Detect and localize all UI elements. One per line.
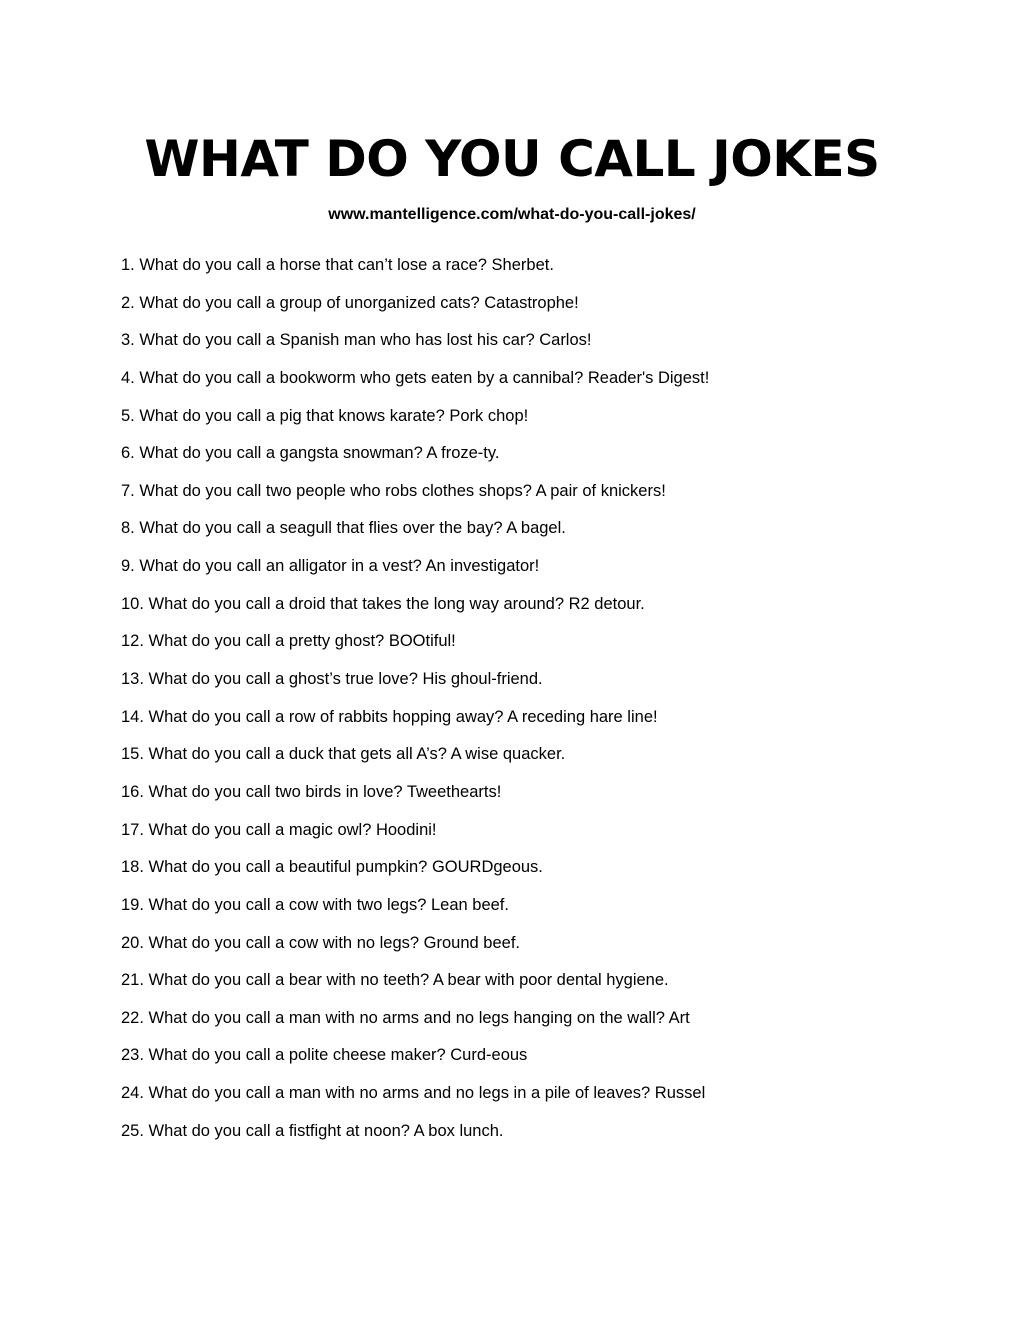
joke-item: 23. What do you call a polite cheese maker? Curd-eous bbox=[121, 1046, 528, 1065]
joke-item: 10. What do you call a droid that takes the long way around? R2 detour. bbox=[121, 594, 645, 613]
joke-item: 6. What do you call a gangsta snowman? A froze-ty. bbox=[121, 444, 500, 463]
joke-item: 4. What do you call a bookworm who gets eaten by a cannibal? Reader's Digest! bbox=[121, 368, 710, 387]
joke-item: 25. What do you call a fistfight at noon? A box lunch. bbox=[121, 1121, 504, 1140]
joke-item: 21. What do you call a bear with no teeth? A bear with poor dental hygiene. bbox=[121, 971, 669, 990]
joke-item: 15. What do you call a duck that gets all A’s? A wise quacker. bbox=[121, 745, 566, 764]
joke-item: 3. What do you call a Spanish man who has lost his car? Carlos! bbox=[121, 331, 592, 350]
joke-item: 2. What do you call a group of unorganized cats? Catastrophe! bbox=[121, 293, 579, 312]
joke-item: 9. What do you call an alligator in a vest? An investigator! bbox=[121, 557, 540, 576]
joke-item: 5. What do you call a pig that knows karate? Pork chop! bbox=[121, 406, 529, 425]
joke-item: 12. What do you call a pretty ghost? BOOtiful! bbox=[121, 632, 456, 651]
source-url: www.mantelligence.com/what-do-you-call-jokes/ bbox=[328, 206, 696, 223]
joke-item: 20. What do you call a cow with no legs? Ground beef. bbox=[121, 933, 520, 952]
joke-item: 17. What do you call a magic owl? Hoodini! bbox=[121, 820, 437, 839]
joke-item: 14. What do you call a row of rabbits hopping away? A receding hare line! bbox=[121, 707, 658, 726]
joke-item: 13. What do you call a ghost’s true love? His ghoul-friend. bbox=[121, 670, 543, 689]
joke-item: 8. What do you call a seagull that flies over the bay? A bagel. bbox=[121, 519, 566, 538]
joke-item: 24. What do you call a man with no arms and no legs in a pile of leaves? Russel bbox=[121, 1084, 706, 1103]
joke-list bbox=[121, 253, 709, 1156]
joke-item: 19. What do you call a cow with two legs? Lean beef. bbox=[121, 895, 509, 914]
joke-item: 18. What do you call a beautiful pumpkin? GOURDgeous. bbox=[121, 858, 543, 877]
page-title: WHAT DO YOU CALL JOKES bbox=[144, 130, 880, 188]
joke-item: 22. What do you call a man with no arms and no legs hanging on the wall? Art bbox=[121, 1008, 690, 1027]
joke-item: 1. What do you call a horse that can’t lose a race? Sherbet. bbox=[121, 256, 554, 274]
joke-item: 16. What do you call two birds in love? Tweethearts! bbox=[121, 782, 502, 801]
joke-item: 7. What do you call two people who robs clothes shops? A pair of knickers! bbox=[121, 481, 666, 500]
